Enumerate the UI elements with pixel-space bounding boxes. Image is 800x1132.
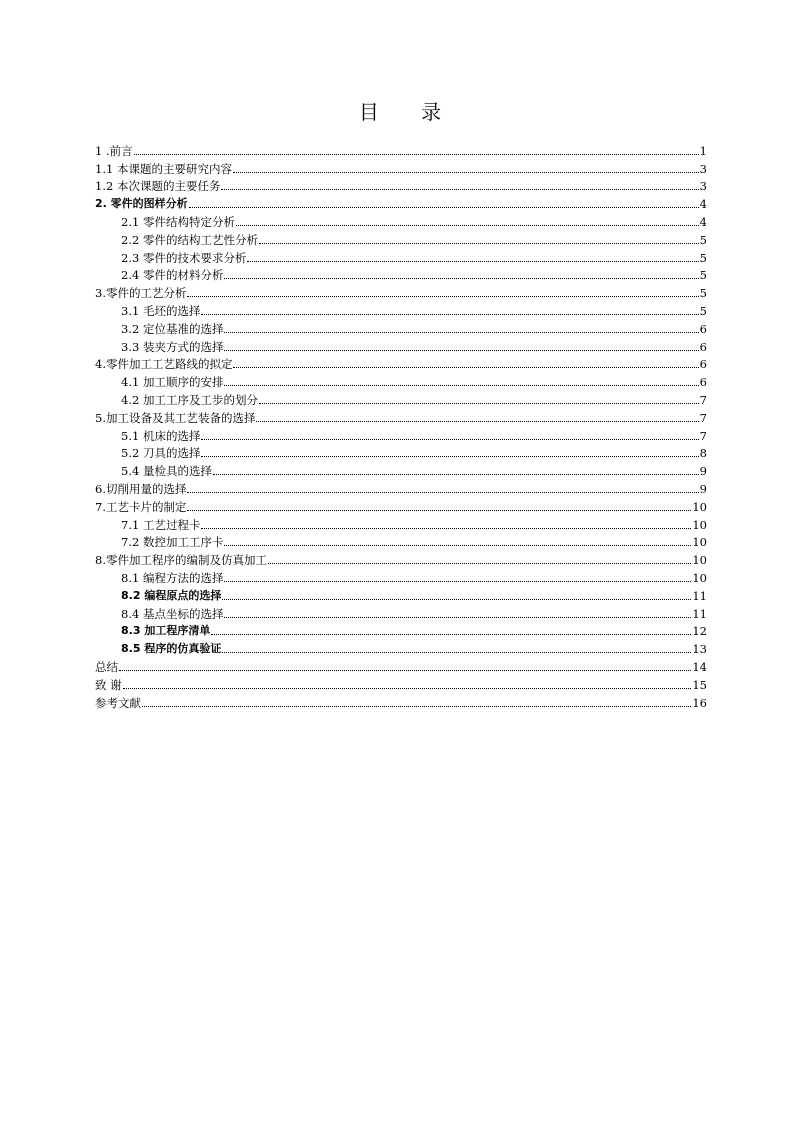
toc-dot-leader (224, 277, 698, 279)
toc-entry-page-number: 10 (692, 570, 707, 585)
toc-entry-page-number: 7 (699, 392, 707, 407)
toc-entry[interactable] (95, 692, 707, 710)
toc-entry[interactable] (95, 621, 707, 639)
toc-dot-leader (221, 188, 698, 190)
toc-entry-label: 参考文献 (95, 695, 141, 710)
toc-entry-label: 6.切削用量的选择 (95, 481, 187, 496)
toc-dot-leader (224, 331, 698, 333)
toc-entry-label: 5.4 量检具的选择 (121, 464, 212, 479)
toc-entry[interactable] (95, 211, 707, 229)
toc-entry[interactable] (95, 674, 707, 692)
toc-dot-leader (222, 651, 691, 653)
toc-entry[interactable] (95, 282, 707, 300)
toc-entry[interactable] (95, 176, 707, 194)
toc-dot-leader (247, 260, 698, 262)
toc-entry-label: 3.3 装夹方式的选择 (121, 339, 224, 354)
toc-entry-page-number: 15 (692, 677, 707, 692)
toc-entry[interactable] (95, 407, 707, 425)
toc-dot-leader (211, 633, 691, 635)
toc-entry-label: 2.1 零件结构特定分析 (121, 214, 235, 229)
toc-entry-label: 7.工艺卡片的制定 (95, 499, 187, 514)
toc-entry[interactable] (95, 389, 707, 407)
toc-entry-page-number: 4 (699, 197, 707, 212)
toc-entry-page-number: 5 (699, 250, 707, 265)
toc-entry-label: 致 谢 (95, 677, 122, 692)
toc-dot-leader (259, 402, 699, 404)
toc-entry-label: 4.1 加工顺序的安排 (121, 375, 224, 390)
toc-entry-label: 8.4 基点坐标的选择 (121, 606, 224, 621)
table-of-contents (95, 140, 707, 710)
toc-dot-leader (201, 313, 698, 315)
toc-entry-page-number: 1 (699, 143, 707, 158)
toc-entry-label: 7.2 数控加工工序卡 (121, 535, 224, 550)
toc-entry[interactable] (95, 354, 707, 372)
toc-entry-label: 1.2 本次课题的主要任务 (95, 179, 221, 194)
toc-dot-leader (134, 153, 699, 155)
toc-dot-leader (187, 295, 698, 297)
toc-dot-leader (233, 366, 698, 368)
toc-entry-page-number: 9 (699, 464, 707, 479)
toc-entry[interactable] (95, 229, 707, 247)
toc-entry[interactable] (95, 247, 707, 265)
toc-entry[interactable] (95, 336, 707, 354)
toc-entry-label: 1.1 本课题的主要研究内容 (95, 161, 232, 176)
toc-entry-label: 2.4 零件的材料分析 (121, 268, 224, 283)
toc-entry[interactable] (95, 478, 707, 496)
toc-entry-page-number: 6 (699, 357, 707, 372)
toc-dot-leader (259, 242, 699, 244)
toc-dot-leader (142, 705, 691, 707)
toc-dot-leader (236, 224, 699, 226)
toc-entry[interactable] (95, 656, 707, 674)
toc-dot-leader (268, 562, 691, 564)
toc-entry[interactable] (95, 603, 707, 621)
page-title: 目 录 (358, 100, 460, 124)
toc-dot-leader (123, 687, 692, 689)
toc-entry-page-number: 13 (692, 642, 707, 657)
toc-entry[interactable] (95, 300, 707, 318)
toc-entry-page-number: 7 (699, 410, 707, 425)
toc-entry-label: 8.3 加工程序清单 (121, 624, 211, 638)
toc-entry[interactable] (95, 371, 707, 389)
toc-entry-page-number: 7 (699, 428, 707, 443)
toc-entry-page-number: 14 (692, 659, 707, 674)
toc-entry-page-number: 9 (699, 481, 707, 496)
toc-dot-leader (213, 473, 699, 475)
toc-entry-page-number: 6 (699, 339, 707, 354)
toc-entry-label: 2.2 零件的结构工艺性分析 (121, 232, 258, 247)
toc-entry[interactable] (95, 496, 707, 514)
toc-entry[interactable] (95, 265, 707, 283)
toc-entry[interactable] (95, 158, 707, 176)
toc-entry-label: 2.3 零件的技术要求分析 (121, 250, 247, 265)
toc-dot-leader (187, 509, 691, 511)
toc-dot-leader (119, 669, 691, 671)
toc-entry-label: 5.2 刀具的选择 (121, 446, 201, 461)
toc-entry-page-number: 6 (699, 321, 707, 336)
toc-entry-label: 4.2 加工工序及工步的划分 (121, 392, 258, 407)
toc-entry-page-number: 4 (699, 214, 707, 229)
toc-entry-label: 8.1 编程方法的选择 (121, 570, 224, 585)
toc-entry-page-number: 16 (692, 695, 707, 710)
toc-dot-leader (256, 420, 698, 422)
toc-entry-label: 总结 (95, 659, 118, 674)
toc-dot-leader (201, 438, 698, 440)
toc-dot-leader (201, 455, 698, 457)
toc-entry-page-number: 12 (692, 624, 707, 639)
toc-dot-leader (222, 598, 691, 600)
toc-entry-page-number: 10 (692, 517, 707, 532)
toc-entry-page-number: 5 (699, 303, 707, 318)
toc-dot-leader (201, 527, 691, 529)
toc-entry[interactable] (95, 567, 707, 585)
toc-dot-leader (189, 206, 699, 208)
toc-entry[interactable] (95, 318, 707, 336)
toc-entry-page-number: 8 (699, 446, 707, 461)
toc-entry-label: 3.1 毛坯的选择 (121, 303, 201, 318)
toc-entry-page-number: 5 (699, 268, 707, 283)
toc-dot-leader (233, 171, 699, 173)
toc-entry-page-number: 3 (699, 161, 707, 176)
toc-entry[interactable] (95, 549, 707, 567)
toc-entry-label: 8.零件加工程序的编制及仿真加工 (95, 553, 267, 568)
toc-entry-label: 5.1 机床的选择 (121, 428, 201, 443)
toc-dot-leader (224, 580, 691, 582)
toc-entry-label: 1 .前言 (95, 143, 133, 158)
toc-entry[interactable] (95, 532, 707, 550)
toc-entry-page-number: 3 (699, 179, 707, 194)
toc-dot-leader (187, 491, 698, 493)
toc-entry-label: 8.5 程序的仿真验证 (121, 642, 222, 656)
toc-entry[interactable] (95, 638, 707, 656)
toc-entry-page-number: 5 (699, 286, 707, 301)
toc-dot-leader (224, 384, 698, 386)
toc-entry[interactable] (95, 443, 707, 461)
toc-dot-leader (224, 616, 691, 618)
toc-entry-label: 5.加工设备及其工艺装备的选择 (95, 410, 256, 425)
toc-entry[interactable] (95, 460, 707, 478)
toc-entry-page-number: 5 (699, 232, 707, 247)
toc-entry-page-number: 10 (692, 499, 707, 514)
toc-entry-label: 8.2 编程原点的选择 (121, 588, 222, 602)
toc-entry-label: 7.1 工艺过程卡 (121, 517, 201, 532)
toc-entry[interactable] (95, 514, 707, 532)
toc-entry[interactable] (95, 140, 707, 158)
toc-entry-page-number: 11 (692, 588, 707, 603)
toc-entry-page-number: 11 (692, 606, 707, 621)
toc-dot-leader (224, 349, 698, 351)
toc-entry-label: 3.2 定位基准的选择 (121, 321, 224, 336)
toc-entry-page-number: 6 (699, 375, 707, 390)
toc-entry-label: 4.零件加工工艺路线的拟定 (95, 357, 233, 372)
toc-dot-leader (224, 544, 691, 546)
toc-entry[interactable] (95, 193, 707, 211)
toc-entry-page-number: 10 (692, 553, 707, 568)
toc-entry-label: 2. 零件的图样分析 (95, 197, 188, 211)
toc-entry-label: 3.零件的工艺分析 (95, 286, 187, 301)
toc-entry-page-number: 10 (692, 535, 707, 550)
toc-entry[interactable] (95, 425, 707, 443)
toc-entry[interactable] (95, 585, 707, 603)
